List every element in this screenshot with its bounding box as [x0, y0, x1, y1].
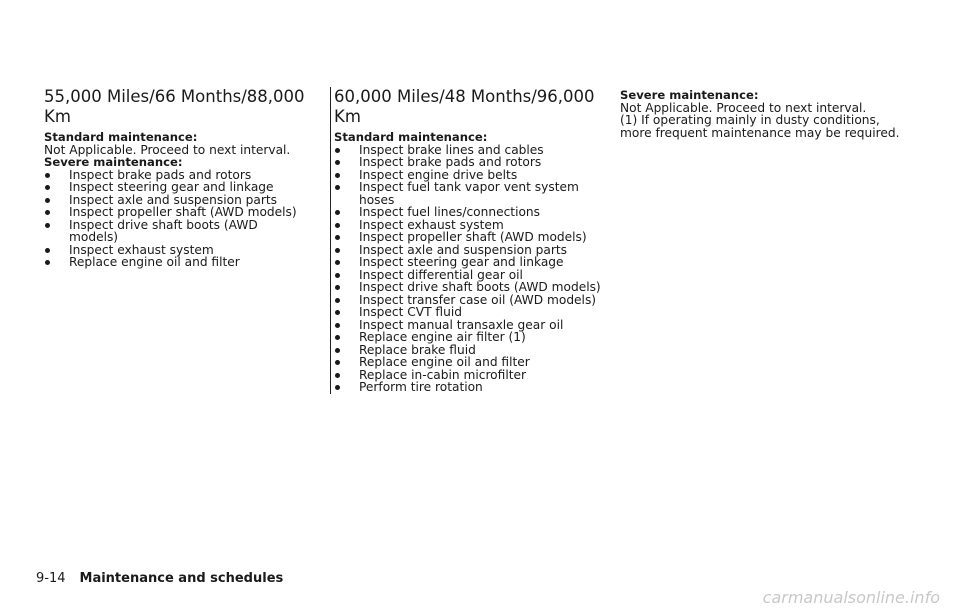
footnote: (1) If operating mainly in dusty conditions, more frequent maintenance may be required.: [620, 113, 900, 140]
list-item: Inspect brake lines and cables: [334, 144, 602, 157]
list-item: Inspect brake pads and rotors: [334, 156, 602, 169]
list-item: Replace engine oil and filter: [44, 256, 306, 269]
severe-maintenance-label: Severe maintenance:: [620, 88, 759, 102]
watermark: carmanualsonline.info: [762, 588, 940, 607]
list-item: Inspect exhaust system: [44, 244, 306, 257]
list-item: Replace engine air filter (1): [334, 331, 602, 344]
list-item: Perform tire rotation: [334, 381, 602, 394]
list-item: Inspect engine drive belts: [334, 169, 602, 182]
list-item: Inspect propeller shaft (AWD models): [334, 231, 602, 244]
list-item: Replace engine oil and filter: [334, 356, 602, 369]
list-item: Replace in-cabin microfilter: [334, 369, 602, 382]
list-item: Inspect fuel lines/connections: [334, 206, 602, 219]
list-item: Inspect axle and suspension parts: [334, 244, 602, 257]
list-item: Inspect exhaust system: [334, 219, 602, 232]
standard-maintenance-list: [334, 144, 602, 394]
right-column: [620, 89, 910, 139]
interval-heading-60000: 60,000 Miles/48 Months/96,000 Km: [334, 87, 595, 126]
list-item: Inspect steering gear and linkage: [334, 256, 602, 269]
list-item: Inspect axle and suspension parts: [44, 194, 306, 207]
list-item: Inspect differential gear oil: [334, 269, 602, 282]
page-footer: [36, 571, 283, 586]
list-item: Inspect drive shaft boots (AWD models): [44, 219, 306, 244]
interval-heading-55000: 55,000 Miles/66 Months/88,000 Km: [44, 87, 305, 126]
list-item: Inspect CVT fluid: [334, 306, 602, 319]
standard-maintenance-label: Standard maintenance:: [44, 130, 198, 144]
list-item: Inspect fuel tank vapor vent system hoses: [334, 181, 602, 206]
standard-maintenance-label: Standard maintenance:: [334, 130, 488, 144]
list-item: Inspect drive shaft boots (AWD models): [334, 281, 602, 294]
list-item: Inspect brake pads and rotors: [44, 169, 306, 182]
severe-maintenance-label: Severe maintenance:: [44, 155, 183, 169]
list-item: Inspect propeller shaft (AWD models): [44, 206, 306, 219]
list-item: Replace brake fluid: [334, 344, 602, 357]
left-column: [44, 87, 306, 269]
list-item: Inspect transfer case oil (AWD models): [334, 294, 602, 307]
page-number: 9-14: [36, 571, 66, 586]
severe-maintenance-list: [44, 169, 306, 269]
severe-maintenance-text: Not Applicable. Proceed to next interval.: [620, 100, 867, 115]
list-item: Inspect steering gear and linkage: [44, 181, 306, 194]
list-item: Inspect manual transaxle gear oil: [334, 319, 602, 332]
standard-maintenance-text: Not Applicable. Proceed to next interval.: [44, 142, 291, 157]
section-title: Maintenance and schedules: [79, 571, 284, 586]
middle-column: [330, 87, 602, 394]
